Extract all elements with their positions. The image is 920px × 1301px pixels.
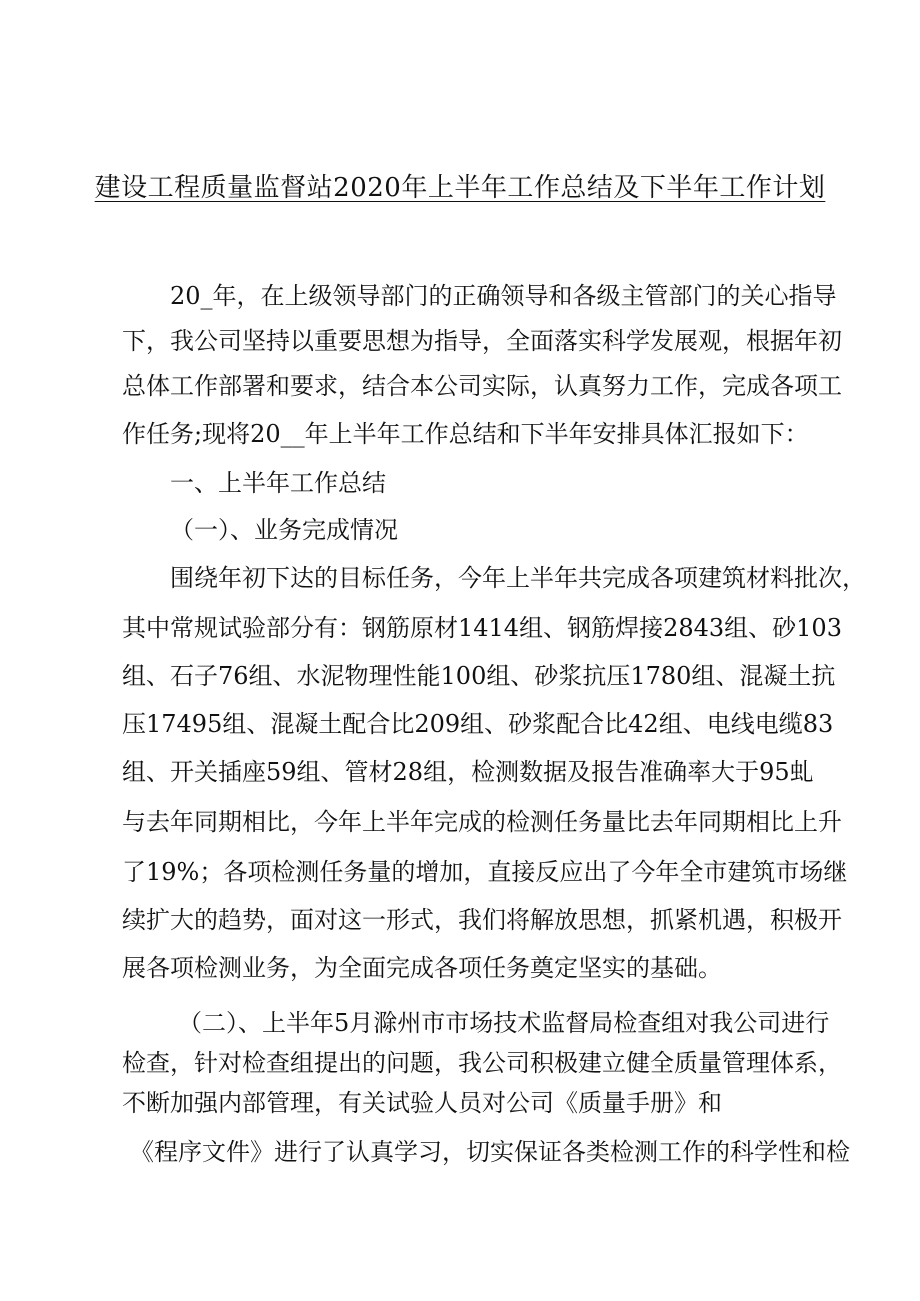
paragraph-line: 检查，针对检查组提出的问题，我公司积极建立健全质量管理体系，	[122, 1049, 842, 1077]
paragraph-line: 下，我公司坚持以重要思想为指导，全面落实科学发展观，根据年初	[122, 327, 842, 355]
paragraph-line: （二）、上半年5月滁州市市场技术监督局检查组对我公司进行	[178, 1009, 830, 1037]
subsection-heading: （一）、业务完成情况	[170, 516, 398, 544]
paragraph-line: 《程序文件》进行了认真学习，切实保证各类检测工作的科学性和检	[130, 1138, 850, 1166]
paragraph-line: 作任务;现将20__年上半年工作总结和下半年安排具体汇报如下：	[122, 420, 809, 448]
paragraph-line: 与去年同期相比，今年上半年完成的检测任务量比去年同期相比上升	[122, 808, 842, 836]
document-title: 建设工程质量监督站2020年上半年工作总结及下半年工作计划	[94, 173, 826, 203]
paragraph-line: 了19%；各项检测任务量的增加，直接反应出了今年全市建筑市场继	[122, 858, 848, 886]
paragraph-line: 展各项检测业务，为全面完成各项任务奠定坚实的基础。	[122, 954, 722, 982]
paragraph-line: 围绕年初下达的目标任务，今年上半年共完成各项建筑材料批次，	[170, 564, 866, 592]
paragraph-line: 压17495组、混凝土配合比209组、砂浆配合比42组、电线电缆83	[122, 710, 834, 738]
section-heading: 一、上半年工作总结	[170, 469, 386, 497]
paragraph-line: 组、开关插座59组、管材28组，检测数据及报告准确率大于95虬	[122, 758, 814, 786]
paragraph-line: 不断加强内部管理，有关试验人员对公司《质量手册》和	[122, 1089, 722, 1117]
paragraph-line: 续扩大的趋势，面对这一形式，我们将解放思想，抓紧机遇，积极开	[122, 906, 842, 934]
paragraph-line: 20_年，在上级领导部门的正确领导和各级主管部门的关心指导	[170, 282, 837, 310]
paragraph-line: 其中常规试验部分有：钢筋原材1414组、钢筋焊接2843组、砂103	[122, 614, 842, 642]
paragraph-line: 组、石子76组、水泥物理性能100组、砂浆抗压1780组、混凝土抗	[122, 662, 836, 690]
paragraph-line: 总体工作部署和要求，结合本公司实际，认真努力工作，完成各项工	[122, 372, 842, 400]
